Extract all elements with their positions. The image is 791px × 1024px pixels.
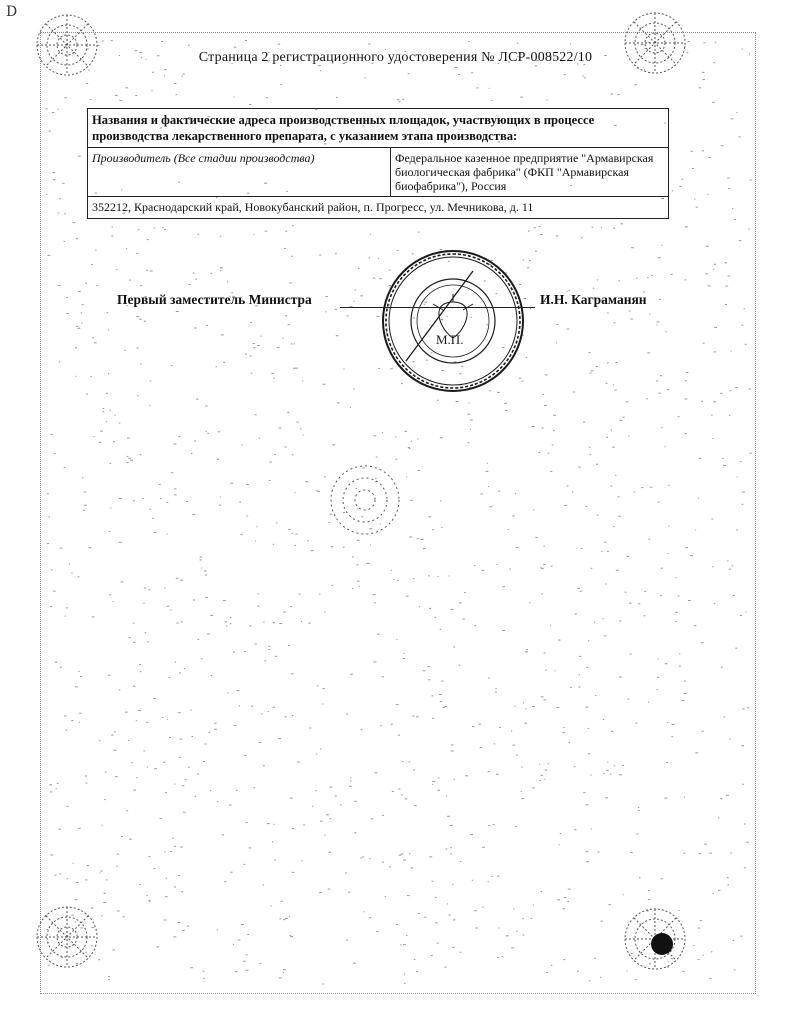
official-seal-icon [378,246,528,396]
table-row [88,197,669,219]
corner-ornament-icon [30,8,104,82]
table-row [88,148,669,197]
producer-address-cell: 352212, Краснодарский край, Новокубанский район, п. Прогресс, ул. Мечникова, д. 11 [88,197,669,219]
seal-center-text: М.П. [436,332,464,347]
margin-mark: D [6,4,18,20]
corner-ornament-icon [30,900,104,974]
corner-ornament-icon [618,902,692,976]
page-header: Страница 2 регистрационного удостоверения № ЛСР-008522/10 [198,50,593,65]
table-heading: Названия и фактические адреса производственных площадок, участвующих в процессе производства лекарственного препарата, с указанием этапа производства: [88,109,669,148]
signatory-name: И.Н. Каграманян [540,292,647,307]
producer-organization-cell: Федеральное казенное предприятие "Армавирская биологическая фабрика" (ФКП "Армавирская биофабрика"), Россия [391,148,669,197]
corner-ornament-icon [618,6,692,80]
watermark-rosette-icon [325,460,405,540]
table-row [88,109,669,148]
producer-role-cell: Производитель (Все стадии производства) [88,148,391,197]
production-sites-table [87,108,669,219]
signatory-title: Первый заместитель Министра [117,292,312,307]
